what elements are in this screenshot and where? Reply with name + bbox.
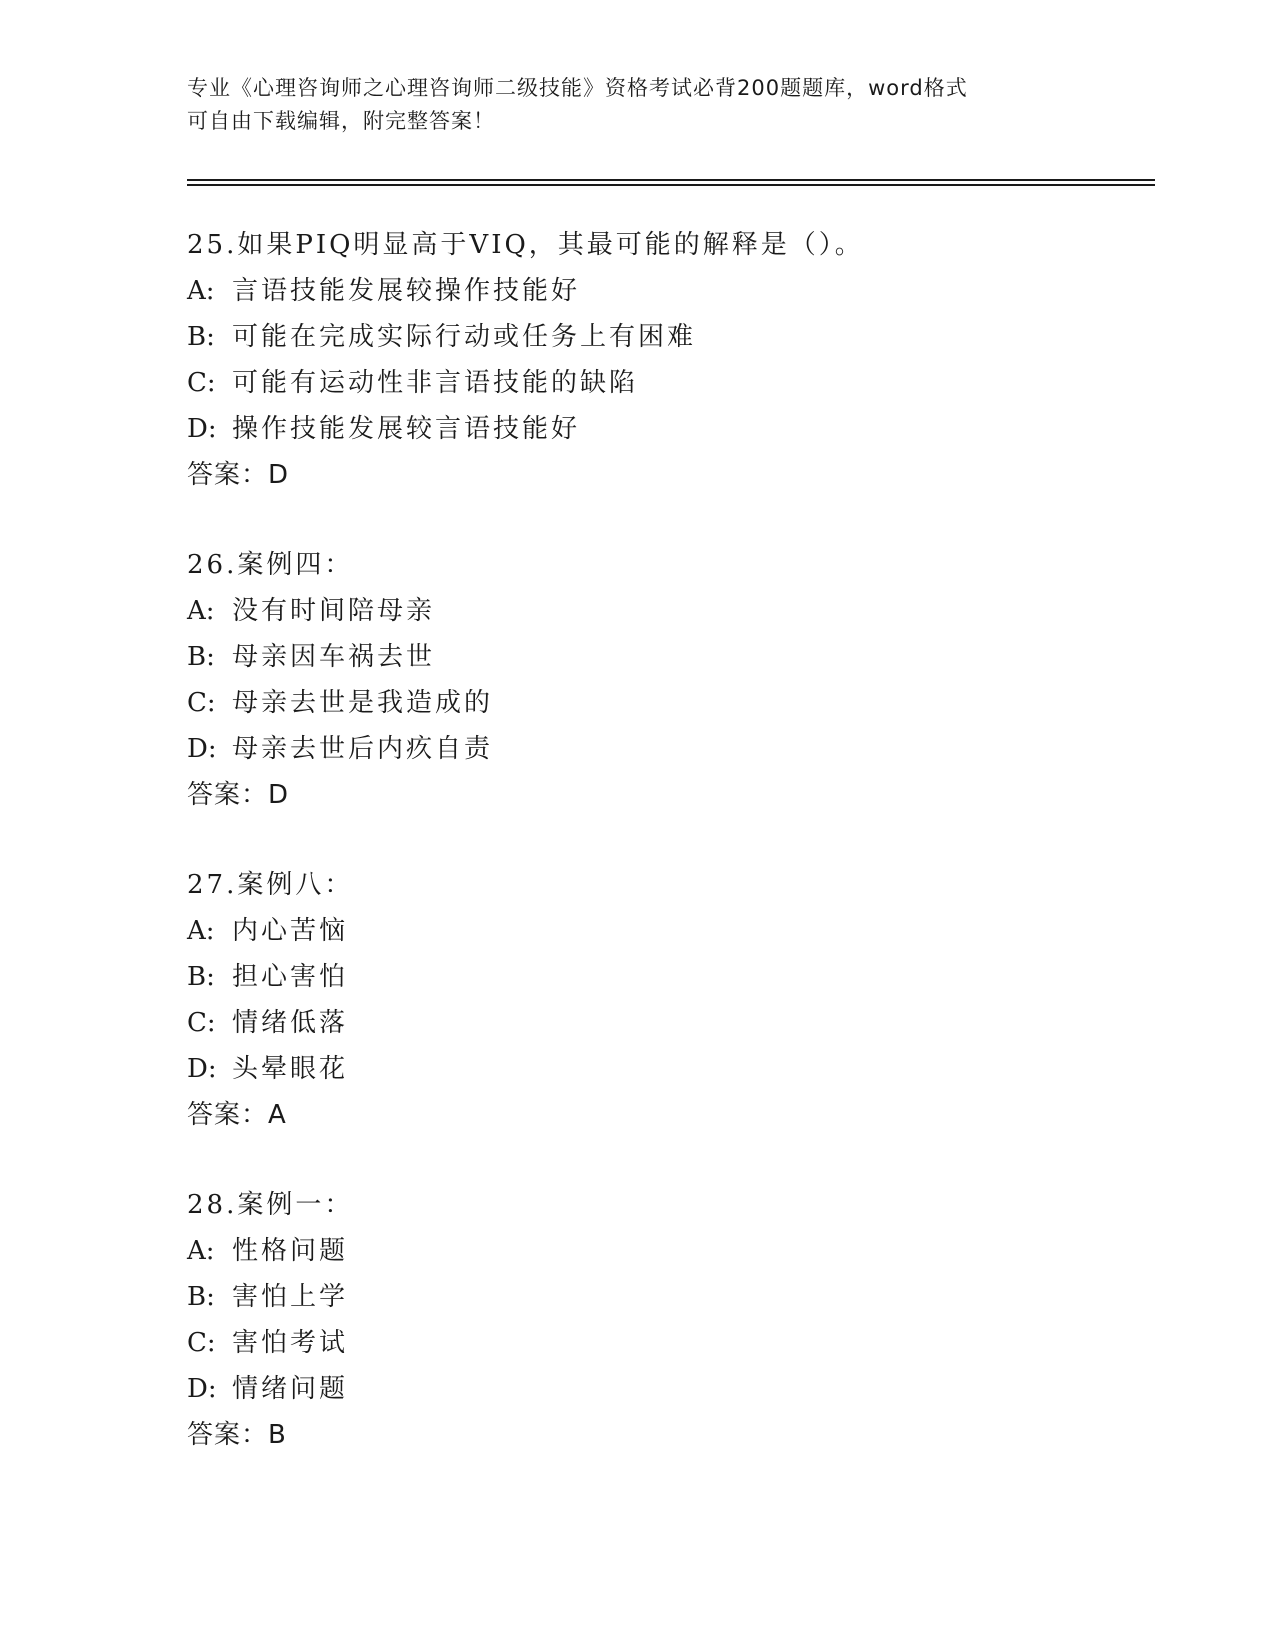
header-line-1: 专业《心理咨询师之心理咨询师二级技能》资格考试必背200题题库，word格式 [187,76,968,100]
question-stem: 27.案例八： [187,870,354,900]
option-text: 可能有运动性非言语技能的缺陷 [232,368,639,398]
option-letter: D: [187,414,217,444]
question-25 [187,222,1147,498]
option-text: 可能在完成实际行动或任务上有困难 [232,322,697,352]
option-a [187,268,1147,314]
option-d [187,1046,1147,1092]
option-text: 担心害怕 [232,962,349,992]
option-text: 操作技能发展较言语技能好 [232,414,581,444]
option-b [187,954,1147,1000]
option-letter: B: [187,962,215,992]
option-letter: D: [187,734,217,764]
option-letter: B: [187,322,215,352]
answer: 答案：D [187,460,290,490]
option-text: 情绪问题 [232,1374,349,1404]
question-stem: 28.案例一： [187,1190,354,1220]
option-text: 内心苦恼 [232,916,349,946]
header-line-2: 可自由下载编辑，附完整答案！ [187,109,495,133]
question-26 [187,542,1147,818]
option-d [187,1366,1147,1412]
option-letter: B: [187,1282,215,1312]
question-stem: 26.案例四： [187,550,354,580]
answer: 答案：A [187,1100,287,1130]
option-b [187,1274,1147,1320]
option-text: 性格问题 [232,1236,349,1266]
option-letter: D: [187,1054,217,1084]
option-c [187,1000,1147,1046]
document-header [187,72,1087,138]
option-text: 害怕上学 [232,1282,349,1312]
option-c [187,360,1147,406]
option-text: 头晕眼花 [232,1054,349,1084]
option-text: 母亲去世是我造成的 [232,688,494,718]
answer: 答案：D [187,780,290,810]
option-text: 母亲因车祸去世 [232,642,436,672]
option-letter: C: [187,1328,216,1358]
option-letter: A: [187,276,215,306]
option-letter: A: [187,596,215,626]
option-b [187,314,1147,360]
option-b [187,634,1147,680]
option-letter: D: [187,1374,217,1404]
option-letter: A: [187,916,215,946]
option-a [187,1228,1147,1274]
header-divider-top [187,179,1155,181]
option-letter: B: [187,642,215,672]
option-c [187,1320,1147,1366]
option-text: 母亲去世后内疚自责 [232,734,494,764]
option-c [187,680,1147,726]
option-text: 没有时间陪母亲 [232,596,436,626]
question-stem: 25.如果PIQ明显高于VIQ，其最可能的解释是（）。 [187,230,864,260]
option-d [187,406,1147,452]
option-letter: C: [187,1008,216,1038]
option-a [187,908,1147,954]
header-divider-bottom [187,184,1155,186]
question-27 [187,862,1147,1138]
option-a [187,588,1147,634]
option-letter: C: [187,688,216,718]
option-letter: A: [187,1236,215,1266]
option-text: 害怕考试 [232,1328,349,1358]
answer: 答案：B [187,1420,287,1450]
option-text: 言语技能发展较操作技能好 [232,276,581,306]
option-text: 情绪低落 [232,1008,349,1038]
option-letter: C: [187,368,216,398]
option-d [187,726,1147,772]
question-28 [187,1182,1147,1458]
